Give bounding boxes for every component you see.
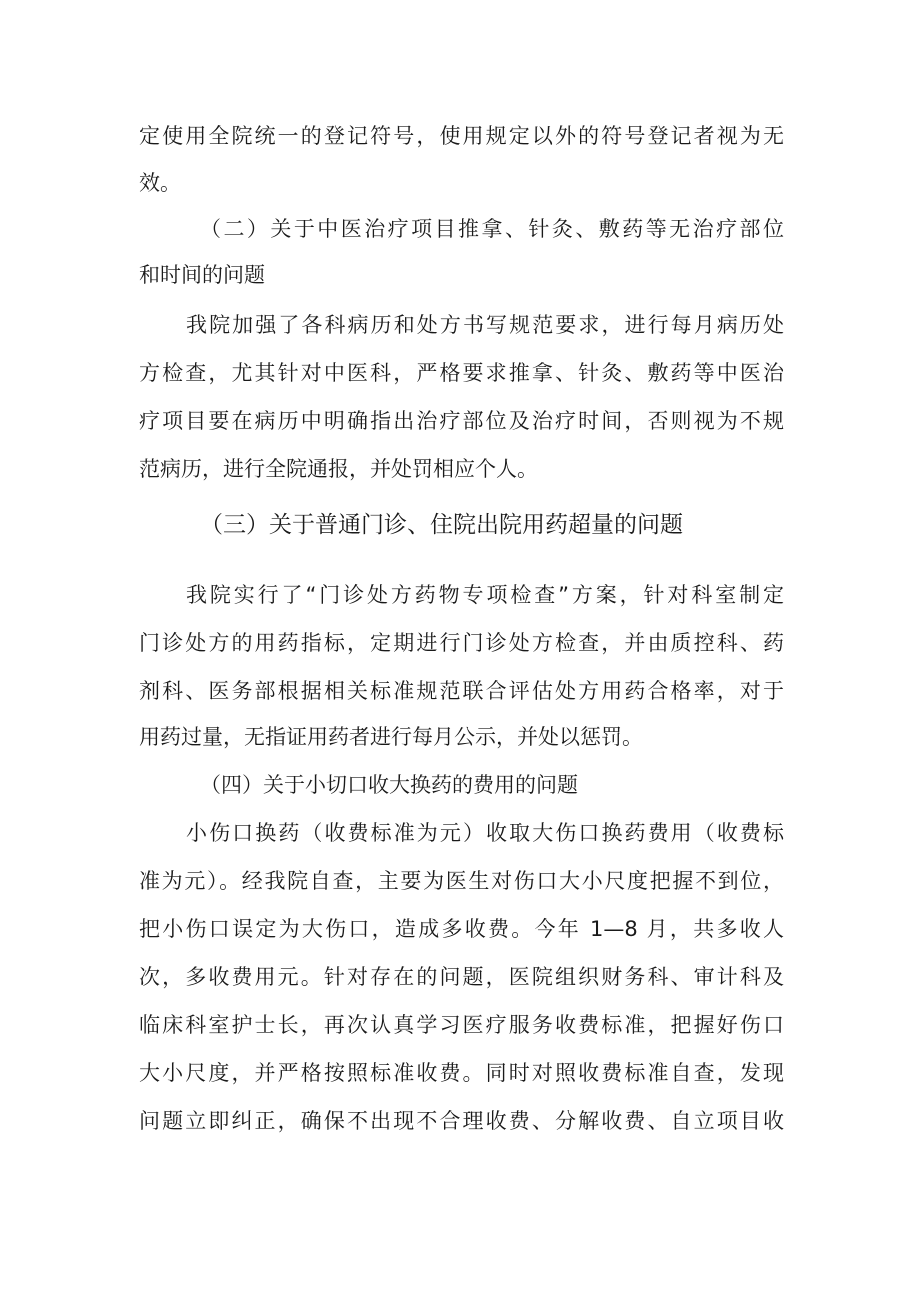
section-heading-2: （二）关于中医治疗项目推拿、针灸、敷药等无治疗部位 [200,217,784,241]
paragraph-line: 定使用全院统一的登记符号，使用规定以外的符号登记者视为无 [139,124,784,148]
paragraph-line: 我院加强了各科病历和处方书写规范要求，进行每月病历处 [186,313,784,337]
paragraph-line: 用药过量，无指证用药者进行每月公示，并处以惩罚。 [139,725,643,749]
paragraph-line: 疗项目要在病历中明确指出治疗部位及治疗时间，否则视为不规 [139,409,784,433]
paragraph-line: 方检查，尤其针对中医科，严格要求推拿、针灸、敷药等中医治 [139,361,784,385]
paragraph-line: 门诊处方的用药指标，定期进行门诊处方检查，并由质控科、药 [139,631,784,655]
paragraph-line: 把小伤口误定为大伤口，造成多收费。今年 1—8 月，共多收人 [139,917,784,941]
paragraph-line: 我院实行了“门诊处方药物专项检查”方案，针对科室制定 [186,583,784,607]
section-heading-3: （三）关于普通门诊、住院出院用药超量的问题 [200,512,683,538]
paragraph-line: 小伤口换药（收费标准为元）收取大伤口换药费用（收费标 [186,821,784,845]
paragraph-line: 次，多收费用元。针对存在的问题，医院组织财务科、审计科及 [139,965,784,989]
paragraph-line: 问题立即纠正，确保不出现不合理收费、分解收费、自立项目收 [139,1109,784,1133]
paragraph-line: 剂科、医务部根据相关标准规范联合评估处方用药合格率，对于 [139,679,784,703]
paragraph-line: 范病历，进行全院通报，并处罚相应个人。 [139,457,538,481]
paragraph-line: 效。 [139,171,181,195]
section-heading-2-cont: 和时间的问题 [139,263,265,287]
section-heading-4: （四）关于小切口收大换药的费用的问题 [200,773,578,797]
paragraph-line: 临床科室护士长，再次认真学习医疗服务收费标准，把握好伤口 [139,1013,784,1037]
paragraph-line: 准为元）。经我院自查，主要为医生对伤口大小尺度把握不到位， [139,869,784,893]
paragraph-line: 大小尺度，并严格按照标准收费。同时对照收费标准自查，发现 [139,1061,784,1085]
